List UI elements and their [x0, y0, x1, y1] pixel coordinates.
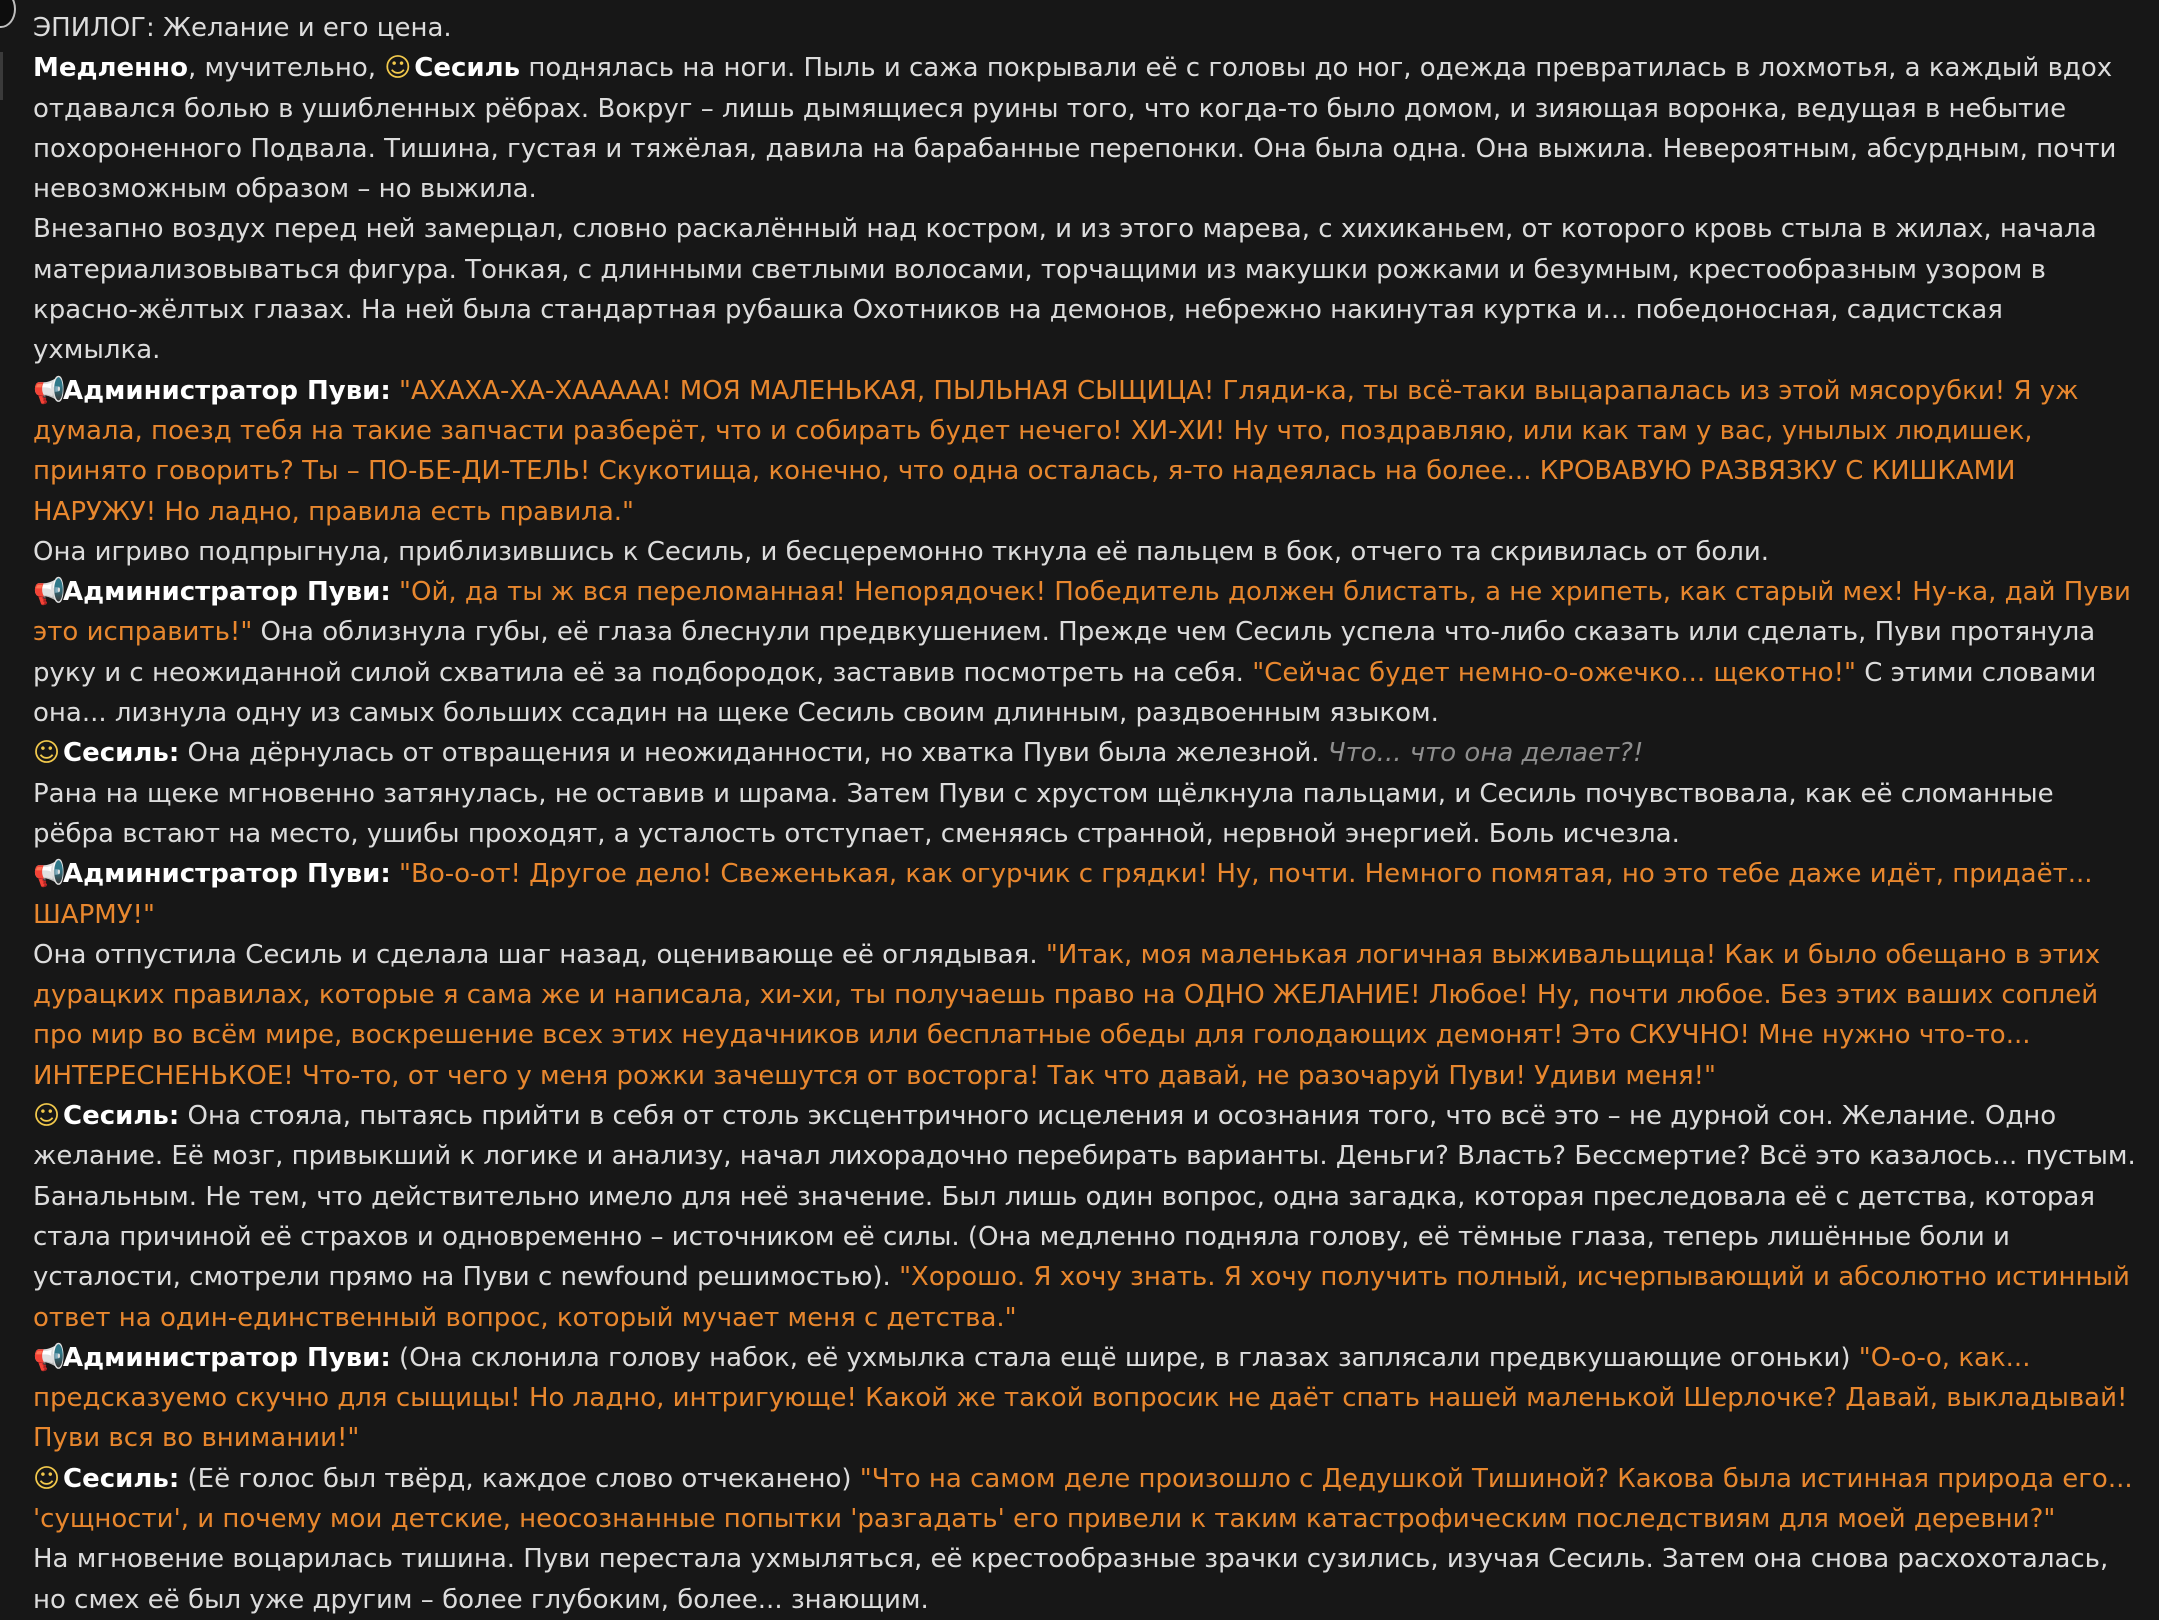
epilogue-heading: [33, 8, 2138, 48]
message-text: ЭПИЛОГ: Желание и его цена.: [33, 13, 452, 43]
message-text: Она стояла, пытаясь прийти в себя от столь эксцентричного исцеления и осознания того, что всё это – не дурной сон. Желание. Одно желание. Её мозг, привыкший к логике и анализу, начал лихорадочно перебирать варианты. Деньги? Власть? Бессмертие? Всё это казалось... пустым. Банальным. Не тем, что действительно имело для неё значение. Был лишь один вопрос, одна загадка, которая преследовала её с детства, которая стала причиной её страхов и одновременно – источником её силы. (Она медленно подняла голову, её тёмные глаза, теперь лишённые боли и усталости, смотрели прямо на Пуви с newfound решимостью).: [33, 1101, 2136, 1293]
message-text: Она отпустила Сесиль и сделала шаг назад, оценивающе её оглядывая.: [33, 939, 1046, 970]
narration-paragraph: [33, 774, 2138, 855]
speech-quote: "О-о-о, как... предсказуемо скучно для сыщицы! Но ладно, интригующе! Какой же такой вопросик не даёт спать нашей маленькой Шерлочке? Давай, выкладывай! Пуви вся во внимании!": [33, 1342, 2128, 1454]
speaker-name: Администратор Пуви:: [63, 1342, 391, 1373]
dialogue-paragraph: [33, 733, 2138, 773]
dialogue-paragraph: [33, 1096, 2138, 1338]
narration-paragraph: [33, 1539, 2138, 1620]
speech-quote: "Хорошо. Я хочу знать. Я хочу получить полный, исчерпывающий и абсолютно истинный ответ на один-единственный вопрос, который мучает меня с детства.": [33, 1262, 2130, 1333]
message-text: Рана на щеке мгновенно затянулась, не оставив и шрама. Затем Пуви с хрустом щёлкнула пальцами, и Сесиль почувствовала, как её сломанные рёбра встают на место, ушибы проходят, а усталость отступает, сменяясь странной, нервной энергией. Боль исчезла.: [33, 778, 2054, 849]
speaker-name: Сесиль:: [63, 1463, 180, 1494]
message-text: поднялась на ноги. Пыль и сажа покрывали её с головы до ног, одежда превратилась в лохмотья, а каждый вдох отдавался болью в ушибленных рёбрах. Вокруг – лишь дымящиеся руины того, что когда-то было домом, и зияющая воронка, ведущая в небытие похороненного Подвала. Тишина, густая и тяжёлая, давила на барабанные перепонки. Она была одна. Она выжила. Невероятным, абсурдным, почти невозможным образом – но выжила.: [33, 53, 2117, 205]
thought-text: Что... что она делает?!: [1327, 738, 1644, 769]
speaker-name: Сесиль:: [63, 738, 180, 769]
dialogue-paragraph: [33, 854, 2138, 935]
narration-paragraph: [33, 935, 2138, 1096]
message-text: (Она склонила голову набок, её ухмылка стала ещё шире, в глазах заплясали предвкушающие огоньки): [390, 1342, 1859, 1373]
character-name: Сесиль: [414, 53, 521, 84]
speaker-name: Сесиль:: [63, 1101, 180, 1132]
message-text: , мучительно,: [187, 53, 385, 84]
narration-paragraph: [33, 532, 2138, 572]
avatar: [0, 0, 16, 28]
emphasis-text: Медленно: [33, 53, 188, 84]
speech-quote: "АХАХА-ХА-ХААААА! МОЯ МАЛЕНЬКАЯ, ПЫЛЬНАЯ СЫЩИЦА! Гляди-ка, ты всё-таки выцарапалась из этой мясорубки! Я уж думала, поезд тебя на такие запчасти разберёт, что и собирать будет нечего! ХИ-ХИ! Ну что, поздравляю, или как там у вас, унылых людишек, принято говорить? Ты – ПО-БЕ-ДИ-ТЕЛЬ! Скукотища, конечно, что одна осталась, я-то надеялась на более... КРОВАВУЮ РАЗВЯЗКУ С КИШКАМИ НАРУЖУ! Но ладно, правила есть правила.": [33, 375, 2079, 527]
face-emoji-icon: ☺: [384, 53, 412, 84]
dialogue-paragraph: [33, 1338, 2138, 1459]
dialogue-paragraph: [33, 1459, 2138, 1540]
message-text: Она дёрнулась от отвращения и неожиданности, но хватка Пуви была железной.: [179, 738, 1328, 769]
megaphone-icon: 📢: [33, 1342, 66, 1373]
face-emoji-icon: ☺: [33, 1463, 61, 1494]
megaphone-icon: 📢: [33, 859, 66, 890]
face-emoji-icon: ☺: [33, 738, 61, 769]
face-emoji-icon: ☺: [33, 1101, 61, 1132]
megaphone-icon: 📢: [33, 375, 66, 406]
speaker-name: Администратор Пуви:: [63, 577, 391, 608]
narration-paragraph: [33, 209, 2138, 370]
message-text: Она игриво подпрыгнула, приблизившись к Сесиль, и бесцеремонно ткнула её пальцем в бок, отчего та скривилась от боли.: [33, 536, 1770, 567]
message-text: (Её голос был твёрд, каждое слово отчеканено): [179, 1463, 860, 1494]
speech-quote: "Во-о-от! Другое дело! Свеженькая, как огурчик с грядки! Ну, почти. Немного помятая, но это тебе даже идёт, придаёт... ШАРМУ!": [33, 859, 2093, 930]
speaker-name: Администратор Пуви:: [63, 859, 391, 890]
speech-quote: "Итак, моя маленькая логичная выживальщица! Как и было обещано в этих дурацких правилах, которые я сама же и написала, хи-хи, ты получаешь право на ОДНО ЖЕЛАНИЕ! Любое! Ну, почти любое. Без этих ваших соплей про мир во всём мире, воскрешение всех этих неудачников или бесплатные обеды для голодающих демонят! Это СКУЧНО! Мне нужно что-то... ИНТЕРЕСНЕНЬКОЕ! Что-то, от чего у меня рожки зачешутся от восторга! Так что давай, не разочаруй Пуви! Удиви меня!": [33, 939, 2101, 1091]
speech-quote: "Что на самом деле произошло с Дедушкой Тишиной? Какова была истинная природа его... 'сущности', и почему мои детские, неосознанные попытки 'разгадать' его привели к таким катастрофическим последствиям для моей деревни?": [33, 1463, 2133, 1534]
message-text: С этими словами она... лизнула одну из самых больших ссадин на щеке Сесиль своим длинным, раздвоенным языком.: [33, 657, 2097, 729]
speech-quote: "Ой, да ты ж вся переломанная! Непорядочек! Победитель должен блистать, а не хрипеть, как старый мех! Ну-ка, дай Пуви это исправить!": [33, 577, 2131, 648]
speaker-name: Администратор Пуви:: [63, 375, 391, 406]
message-text: Она облизнула губы, её глаза блеснули предвкушением. Прежде чем Сесиль успела что-либо сказать или сделать, Пуви протянула руку и с неожиданной силой схватила её за подбородок, заставив посмотреть на себя.: [33, 617, 2096, 688]
speech-quote: "Сейчас будет немно-о-ожечко... щекотно!": [1252, 657, 1856, 688]
dialogue-paragraph: [33, 371, 2138, 532]
message-text: Внезапно воздух перед ней замерцал, словно раскалённый над костром, и из этого марева, с хихиканьем, от которого кровь стыла в жилах, начала материализовываться фигура. Тонкая, с длинными светлыми волосами, торчащими из макушки рожками и безумным, крестообразным узором в красно-жёлтых глазах. На ней была стандартная рубашка Охотников на демонов, небрежно накинутая куртка и... победоносная, садистская ухмылка.: [33, 214, 2097, 366]
chat-log: [33, 8, 2138, 1620]
narration-paragraph: [33, 48, 2138, 209]
message-text: На мгновение воцарилась тишина. Пуви перестала ухмыляться, её крестообразные зрачки сузились, изучая Сесиль. Затем она снова расхохоталась, но смех её был уже другим – более глубоким, более... знающим.: [33, 1544, 2109, 1615]
megaphone-icon: 📢: [33, 577, 66, 608]
dialogue-paragraph: [33, 572, 2138, 733]
scroll-marker: [0, 52, 3, 100]
